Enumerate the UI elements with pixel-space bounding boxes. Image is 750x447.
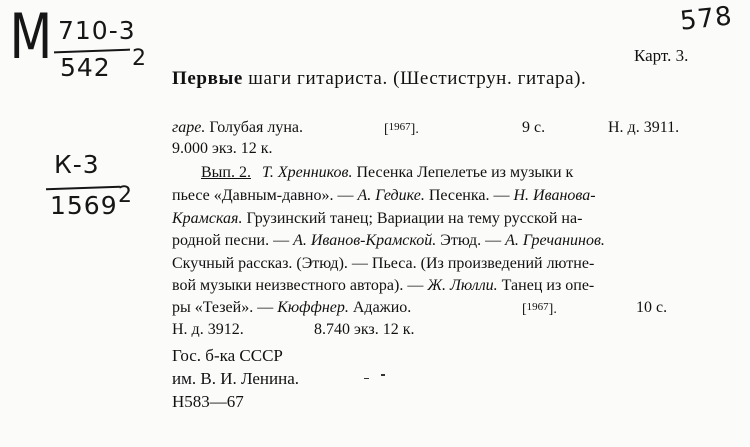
entry2-vyp-label: Вып. 2. (201, 164, 251, 181)
author-name: Н. Иванова- (513, 187, 596, 204)
entry2-year-value: 1967 (526, 301, 549, 313)
title-bold: Первые (172, 68, 243, 89)
footer-code: Н583—67 (172, 392, 244, 411)
page-mark: 578 (678, 1, 735, 37)
entry2-text: Песенка Лепелетье из музыки к (352, 164, 574, 181)
entry2-pages: 10 с. (636, 299, 668, 316)
entry2-line (172, 275, 594, 296)
entry2-text: пьесе «Давным-давно». — (172, 187, 358, 204)
entry1-line2: 9.000 экз. 12 к. (172, 140, 273, 157)
card-number: Карт. 3. (634, 46, 689, 65)
entry2-line (172, 185, 596, 206)
entry2-text: Танец из опе- (497, 277, 595, 294)
author-name: Крамская. (172, 210, 243, 227)
footer-library-name: им. В. И. Ленина. (172, 369, 300, 388)
entry2-line (172, 208, 582, 229)
entry2-text: Грузинский танец; Вариации на тему русской на- (242, 210, 583, 227)
entry2-line (172, 230, 605, 251)
entry2-vyp (201, 162, 251, 183)
shelfmark-k-label: К-3 (54, 150, 100, 179)
author-name: Кюффнер. (277, 299, 349, 316)
author-name: А. Иванов-Крамской. (293, 232, 437, 249)
shelfmark-m-letter: М (9, 0, 54, 73)
entry2-year-close: ]. (548, 302, 557, 317)
entry1-year-close: ]. (410, 122, 419, 137)
author-name: А. Гедике. (357, 187, 425, 204)
entry2-text: Этюд. — (436, 232, 506, 249)
entry2-text: Скучный рассказ. (Этюд). — Пьеса. (Из произведений лютне- (172, 255, 595, 272)
entry1-year-value: 1967 (388, 121, 411, 133)
shelfmark-m-top: 710-3 (58, 16, 136, 45)
entry1-text: Голубая луна. (209, 119, 303, 136)
stray-mark (381, 374, 385, 376)
card-title (172, 68, 586, 90)
entry2-line (172, 253, 594, 274)
entry1-italic: гаре. (172, 119, 206, 136)
title-rest: шаги гитариста. (Шестиструн. гитара). (248, 68, 587, 89)
entry2-line (262, 162, 573, 183)
entry2-copies: 8.740 экз. 12 к. (314, 321, 415, 338)
entry2-text: родной песни. — (172, 232, 294, 249)
author-name: Ж. Люлли. (427, 277, 498, 294)
entry2-year (522, 297, 557, 320)
entry2-line (172, 297, 411, 318)
entry2-text: Адажио. (348, 299, 412, 316)
stray-mark (364, 378, 369, 379)
entry2-text: вой музыки неизвестного автора). — (172, 277, 428, 294)
footer-library: Гос. б-ка СССР (172, 346, 283, 365)
entry1-pages: 9 с. (522, 119, 546, 136)
author-name: Т. Хренников. (262, 164, 353, 181)
entry1-line1 (172, 117, 303, 138)
entry1-year-open: [ (384, 122, 389, 137)
shelfmark-k-sup: 2 (118, 183, 133, 208)
entry1-year (384, 117, 419, 140)
entry2-nd: Н. д. 3912. (172, 321, 244, 338)
shelfmark-k-number: 1569 (50, 191, 118, 220)
entry2-text: ры «Тезей». — (172, 299, 278, 316)
entry1-nd: Н. д. 3911. (608, 119, 680, 136)
shelfmark-m-bottom: 542 (60, 53, 111, 82)
shelfmark-m-sup: 2 (132, 46, 147, 71)
shelfmark-k-rule (46, 186, 120, 191)
entry2-text: Песенка. — (424, 187, 514, 204)
author-name: А. Гречанинов. (505, 232, 605, 249)
entry2-year-open: [ (522, 302, 527, 317)
